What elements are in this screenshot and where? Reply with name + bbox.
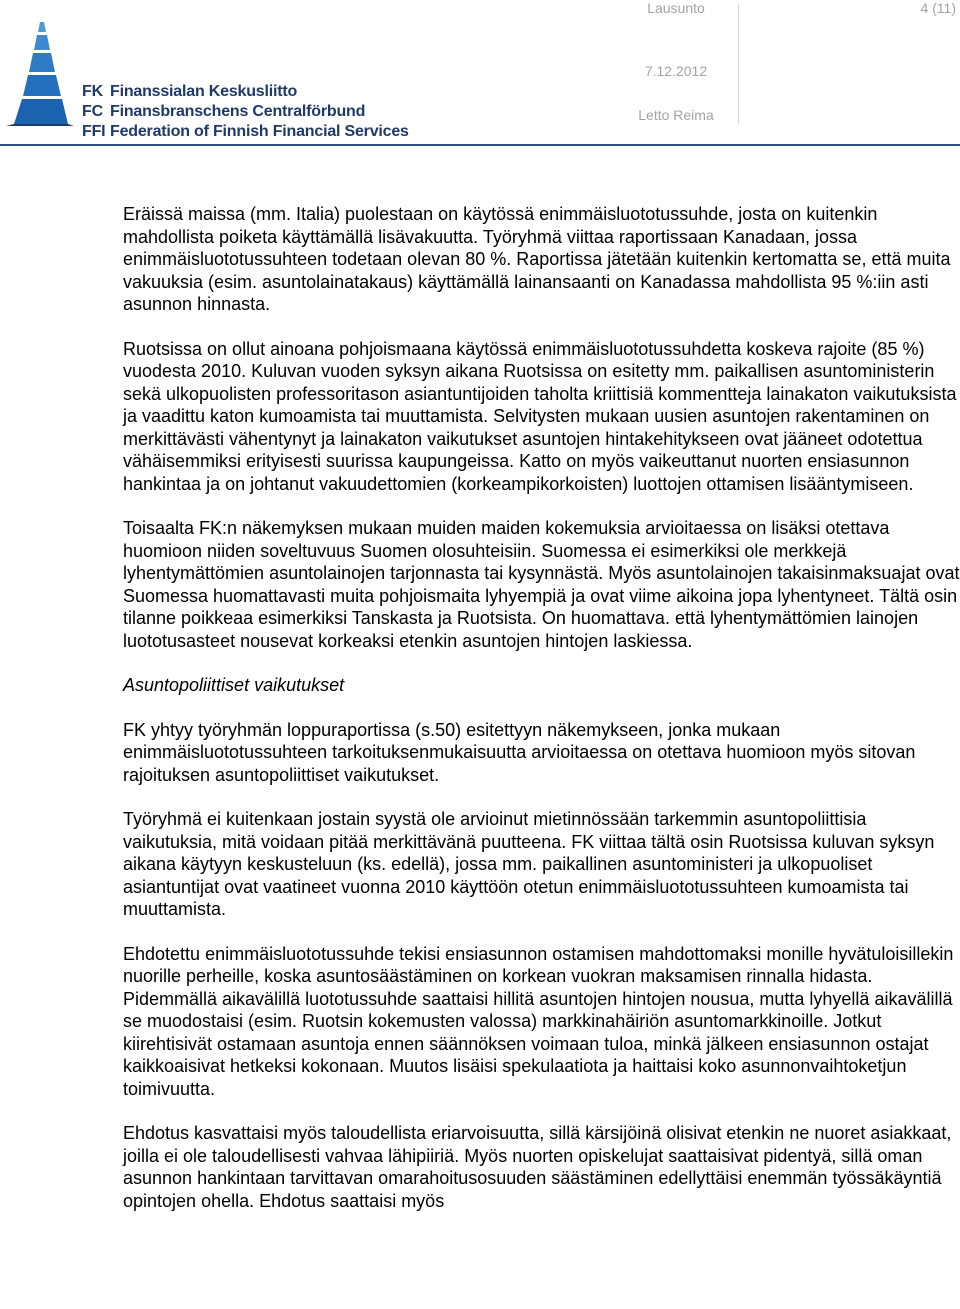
paragraph: Eräissä maissa (mm. Italia) puolestaan on käytössä enimmäisluototussuhde, josta on kuitenkin mahdollista poiketa käyttämällä lisävakuutta. Työryhmä viittaa raportissaan Kanadaan, jossa enimmäisluototussuhteen todetaan olevan 80 %. Raportissa jätetään kuitenkin kertomatta se, että muita vakuuksia (esim. asuntolainatakaus) käyttämällä lainansaanti on Kanadassa mahdollista 95 %:iin asti asunnon hinnasta. [123, 204, 951, 314]
logo-line-ffi: FFI Federation of Finnish Financial Services [82, 123, 409, 140]
paragraph: Työryhmä ei kuitenkaan jostain syystä ole arvioinut mietinnössään tarkemmin asuntopoliittisia vaikutuksia, mitä voidaan pitää merkittävänä puutteena. FK viittaa tältä osin Ruotsissa kuluvan syksyn aikana käytyyn keskusteluun (ks. edellä), jossa mm. paikallinen asuntoministeri ja ulkopuoliset asiantuntijat ovat vaatineet vuonna 2010 käyttöön otetun enimmäisluototussuhteen kumoamista tai muuttamista. [123, 809, 935, 919]
paragraph: Ehdotus kasvattaisi myös taloudellista eriarvoisuutta, sillä kärsijöinä olisivat etenkin ne nuoret asiakkaat, joilla ei ole taloudellisesti vahvaa lähipiiriä. Myös nuorten opiskelujat saattaisivat pidentyä, sillä oman asunnon hankintaan tarvittavan omarahoitusosuuden säästäminen edellyttäisi enemmän työssäkäyntiä opintojen ohella. Ehdotus saattaisi myös [123, 1123, 952, 1211]
triangle-logo-icon [0, 18, 90, 130]
paragraph: Toisaalta FK:n näkemyksen mukaan muiden maiden kokemuksia arvioitaessa on lisäksi otettava huomioon niiden soveltuvuus Suomen olosuhteisiin. Suomessa ei esimerkiksi ole merkkejä lyhentymättömien asuntolainojen tarjonnasta tai kysynnästä. Myös asuntolainojen takaisinmaksuajat ovat Suomessa huomattavasti muita pohjoismaita lyhyempiä ja ovat viime aikoina jopa lyhentyneet. Tältä osin tilanne poikkeaa esimerkiksi Tanskasta ja Ruotsista. On huomattava. että lyhentymättömien lainojen luototusasteet nousevat korkeaksi etenkin asuntojen hintojen laskiessa. [123, 518, 960, 651]
page-header [0, 0, 960, 150]
paragraph: Ehdotettu enimmäisluototussuhde tekisi ensiasunnon ostamisen mahdottomaksi monille hyvätuloisillekin nuorille perheille, koska asuntosäästäminen on korkean vuokran maksamisen rinnalla hidasta. Pidemmällä aikavälillä luototussuhde saattaisi hillitä asuntojen hintojen nousua, mutta lyhyellä aikavälillä se muodostaisi (esim. Ruotsin kokemusten valossa) markkinahäiriön asuntomarkkinoille. Jotkut kiirehtisivät ostamaan asuntoja ennen säännöksen voimaan tuloa, minkä jälkeen ensiasunnon ostajat kaikkoaisivat hetkeksi kokonaan. Muutos lisäisi spekulaatiota ja haittaisi koko asunnonvaihtoketjun toimivuutta. [123, 943, 954, 1099]
document-body [123, 203, 960, 1234]
header-divider [738, 4, 739, 124]
section-heading: Asuntopoliittiset vaikutukset [123, 675, 345, 695]
paragraph: Ruotsissa on ollut ainoana pohjoismaana käytössä enimmäisluototussuhdetta koskeva rajoite (85 %) vuodesta 2010. Kuluvan vuoden syksyn aikana Ruotsissa on esitetty mm. paikallisen asuntoministerin sekä ulkopuolisten professoritason asiantuntijoiden taholta kriittisiä kommentteja lainakaton vaikutuksista ja vaadittu katon kumoamista tai muuttamista. Selvitysten mukaan uusien asuntojen rakentaminen on merkittävästi vähentynyt ja lainakaton vaikutukset asuntojen hintakehitykseen ovat jääneet odotettua vähäisemmiksi erityisesti suurissa kaupungeissa. Katto on myös vaikeuttanut nuorten ensiasunnon hankintaa ja on johtanut vakuudettomien (korkeampikorkoisten) luottojen ottamisen lisääntymiseen. [123, 338, 957, 494]
document-author: Letto Reima [638, 107, 714, 123]
organization-logo [0, 18, 409, 140]
document-meta [620, 0, 732, 130]
paragraph: FK yhtyy työryhmän loppuraportissa (s.50) esitettyyn näkemykseen, jonka mukaan enimmäisluototussuhteen tarkoituksenmukaisuutta arvioitaessa on otettava huomioon myös sitovan rajoituksen asuntopoliittiset vaikutukset. [123, 719, 916, 785]
document-type: Lausunto [647, 0, 705, 16]
header-rule [0, 144, 960, 146]
logo-line-fk: FK Finanssialan Keskusliitto [82, 83, 298, 100]
page-number: 4 (11) [920, 0, 956, 16]
logo-line-fc: FC Finansbranschens Centralförbund [82, 103, 366, 120]
logo-text [82, 82, 409, 142]
document-date: 7.12.2012 [644, 63, 708, 79]
